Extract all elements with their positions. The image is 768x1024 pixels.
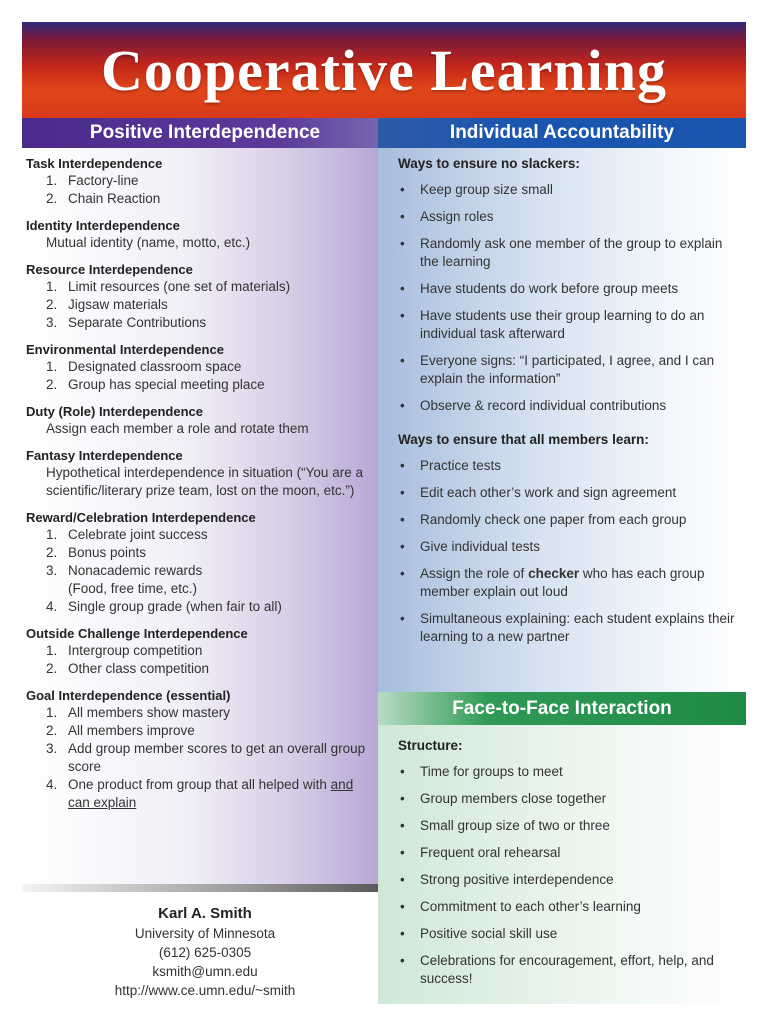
bullet-item: • Positive social skill use (400, 926, 558, 941)
section-title: Resource Interdependence (26, 262, 193, 277)
bullet-icon: • (400, 539, 405, 554)
list-item: 1. All members show mastery (46, 705, 231, 720)
list-item: 3. Nonacademic rewards (46, 563, 203, 578)
list-item: 4. One product from group that all helped with and can explain (46, 777, 354, 810)
list-item: Mutual identity (name, motto, etc.) (46, 235, 251, 250)
list-item: 2. All members improve (46, 723, 195, 738)
section-task (26, 155, 376, 208)
list-item: 1. Factory-line (46, 173, 139, 188)
bullet-item: • Everyone signs: “I participated, I agree, and I can explain the information” (400, 353, 715, 386)
left-divider-bar (22, 884, 388, 892)
bullet-icon: • (400, 818, 405, 833)
section-title: Goal Interdependence (essential) (26, 688, 231, 703)
bullet-item: • Time for groups to meet (400, 764, 563, 779)
bullet-item: • Randomly check one paper from each group (400, 512, 687, 527)
section-fantasy (26, 447, 376, 500)
bullet-icon: • (400, 236, 405, 251)
subheading: Structure: (398, 738, 463, 753)
section-duty (26, 403, 376, 438)
individual-accountability-list (398, 155, 742, 655)
list-item: 3. Separate Contributions (46, 315, 207, 330)
positive-interdependence-header: Positive Interdependence (22, 118, 388, 148)
bullet-item: • Have students use their group learning to do an individual task afterward (400, 308, 705, 341)
section-title: Outside Challenge Interdependence (26, 626, 248, 641)
subheading: Ways to ensure no slackers: (398, 156, 580, 171)
list-item: 1. Intergroup competition (46, 643, 203, 658)
list-item: 2. Other class competition (46, 661, 210, 676)
section-outside-challenge (26, 625, 376, 678)
bullet-item: • Commitment to each other’s learning (400, 899, 641, 914)
bullet-icon: • (400, 281, 405, 296)
bullet-item: • Have students do work before group meets (400, 281, 679, 296)
bullet-icon: • (400, 953, 405, 968)
list-item: 3. Add group member scores to get an overall group score (46, 741, 366, 774)
bullet-icon: • (400, 611, 405, 626)
bullet-icon: • (400, 764, 405, 779)
bullet-item: • Group members close together (400, 791, 607, 806)
bullet-item: • Assign the role of checker who has each group member explain out loud (400, 566, 705, 599)
bullet-item: • Small group size of two or three (400, 818, 610, 833)
bullet-item: • Edit each other’s work and sign agreement (400, 485, 677, 500)
list-item: 2. Jigsaw materials (46, 297, 168, 312)
title-banner (22, 22, 746, 118)
page-title: Cooperative Learning (100, 37, 668, 103)
bullet-icon: • (400, 512, 405, 527)
section-goal (26, 687, 376, 812)
list-item: 1. Limit resources (one set of materials) (46, 279, 291, 294)
bullet-icon: • (400, 182, 405, 197)
list-item: 2. Group has special meeting place (46, 377, 265, 392)
bullet-item: • Practice tests (400, 458, 502, 473)
author-phone: (612) 625-0305 (158, 945, 252, 960)
list-item: Hypothetical interdependence in situation (“You are a scientific/literary prize team, lost on the moon, etc.”) (46, 465, 363, 498)
section-identity (26, 217, 376, 252)
bullet-item: • Frequent oral rehearsal (400, 845, 561, 860)
bullet-icon: • (400, 458, 405, 473)
bullet-icon: • (400, 485, 405, 500)
positive-interdependence-list (26, 155, 376, 821)
bullet-icon: • (400, 209, 405, 224)
bullet-icon: • (400, 926, 405, 941)
section-title: Identity Interdependence (26, 218, 180, 233)
bullet-icon: • (400, 398, 405, 413)
list-item: 2. Chain Reaction (46, 191, 161, 206)
list-item: 1. Designated classroom space (46, 359, 242, 374)
list-item: Assign each member a role and rotate them (46, 421, 309, 436)
bullet-icon: • (400, 872, 405, 887)
section-reward (26, 509, 376, 616)
face-to-face-header: Face-to-Face Interaction (378, 692, 746, 725)
author-contact (22, 904, 388, 1000)
underlined-text: and can explain (68, 777, 354, 810)
section-title: Reward/Celebration Interdependence (26, 510, 256, 525)
bold-term: checker (528, 566, 580, 581)
bullet-item: • Simultaneous explaining: each student explains their learning to a new partner (400, 611, 735, 644)
section-resource (26, 261, 376, 332)
bullet-item: • Observe & record individual contributions (400, 398, 667, 413)
author-name: Karl A. Smith (158, 905, 252, 922)
section-title: Task Interdependence (26, 156, 163, 171)
list-item: 4. Single group grade (when fair to all) (46, 599, 282, 614)
bullet-item: • Give individual tests (400, 539, 541, 554)
author-website-link[interactable]: http://www.ce.umn.edu/~smith (114, 983, 296, 998)
bullet-item: • Randomly ask one member of the group to explain the learning (400, 236, 723, 269)
bullet-item: • Strong positive interdependence (400, 872, 614, 887)
author-email[interactable]: ksmith@umn.edu (152, 964, 258, 979)
section-title: Duty (Role) Interdependence (26, 404, 203, 419)
bullet-item: • Keep group size small (400, 182, 553, 197)
bullet-item: • Assign roles (400, 209, 494, 224)
bullet-icon: • (400, 353, 405, 368)
bullet-icon: • (400, 308, 405, 323)
subheading: Ways to ensure that all members learn: (398, 432, 649, 447)
bullet-icon: • (400, 845, 405, 860)
section-title: Fantasy Interdependence (26, 448, 183, 463)
face-to-face-list (398, 737, 742, 997)
bullet-icon: • (400, 899, 405, 914)
author-organization: University of Minnesota (134, 926, 276, 941)
list-item: 1. Celebrate joint success (46, 527, 208, 542)
list-item: 2. Bonus points (46, 545, 147, 560)
list-item-continuation: (Food, free time, etc.) (68, 581, 198, 596)
section-title: Environmental Interdependence (26, 342, 224, 357)
bullet-item: • Celebrations for encouragement, effort, help, and success! (400, 953, 714, 986)
individual-accountability-header: Individual Accountability (378, 118, 746, 148)
bullet-icon: • (400, 791, 405, 806)
bullet-icon: • (400, 566, 405, 581)
section-environmental (26, 341, 376, 394)
